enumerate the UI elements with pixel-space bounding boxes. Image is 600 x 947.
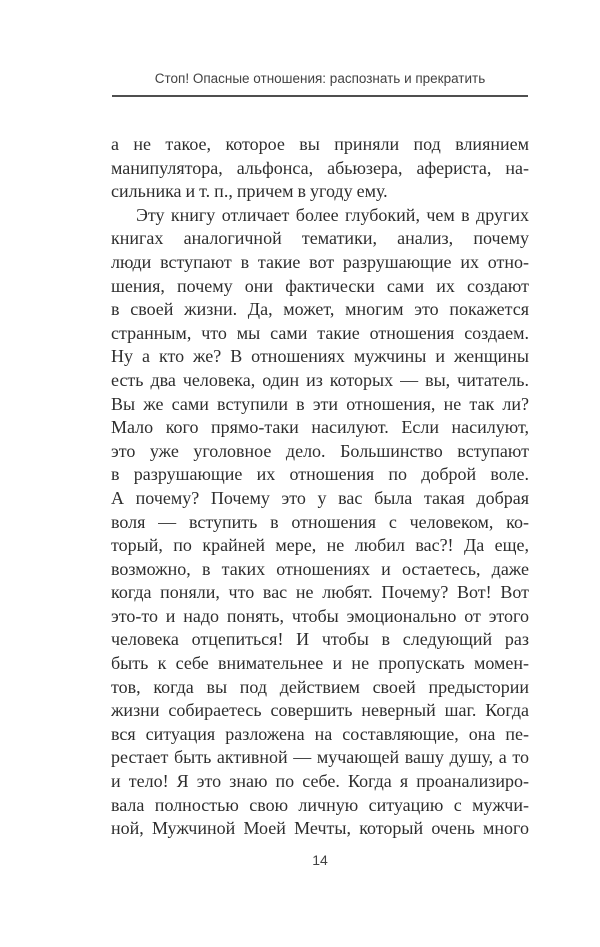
- text-line: ной, Мужчиной Моей Мечты, который очень много: [111, 818, 529, 839]
- page-body-text: [111, 133, 529, 841]
- text-line: в своей жизни. Да, может, многим это покажется: [111, 299, 529, 320]
- paragraph: [111, 133, 529, 204]
- text-line: Мало кого прямо-таки насилуют. Если насилуют,: [111, 417, 529, 438]
- text-line: А почему? Почему это у вас была такая добрая: [111, 487, 529, 508]
- text-line: Эту книгу отличает более глубокий, чем в других: [136, 204, 529, 225]
- text-line: странным, что мы сами такие отношения создаем.: [111, 322, 529, 343]
- text-line: когда поняли, что вас не любят. Почему? Вот! Вот: [111, 582, 529, 603]
- running-header: Стоп! Опасные отношения: распознать и прекратить: [154, 71, 486, 86]
- text-line: манипулятора, альфонса, абьюзера, афериста, на-: [111, 157, 529, 178]
- text-line: шения, почему они фактически сами их создают: [111, 275, 529, 296]
- text-line: возможно, в таких отношениях и остаетесь, даже: [111, 558, 529, 579]
- text-line: это-то и надо понять, чтобы эмоционально от этого: [111, 605, 529, 626]
- paragraph: [111, 204, 529, 841]
- text-line: воля — вступить в отношения с человеком, ко-: [111, 511, 529, 532]
- text-line: рестает быть активной — мучающей вашу душу, а то: [111, 747, 529, 768]
- text-line: это уже уголовное дело. Большинство вступают: [111, 440, 529, 461]
- page-number: 14: [312, 852, 328, 868]
- text-line: Ну а кто же? В отношениях мужчины и женщины: [111, 346, 529, 367]
- text-line: в разрушающие их отношения по доброй воле.: [111, 464, 529, 485]
- text-line: и тело! Я это знаю по себе. Когда я проанализиро-: [111, 771, 529, 792]
- text-line: жизни собираетесь совершить неверный шаг. Когда: [111, 700, 529, 721]
- text-line: быть к себе внимательнее и не пропускать момен-: [111, 653, 529, 674]
- text-line: сильника и т. п., причем в угоду ему.: [111, 181, 388, 202]
- text-line: а не такое, которое вы приняли под влиянием: [111, 134, 529, 154]
- header-rule: [112, 95, 528, 97]
- text-line: Вы же сами вступили в эти отношения, не так ли?: [111, 393, 529, 414]
- text-line: торый, по крайней мере, не любил вас?! Да еще,: [111, 535, 529, 556]
- text-line: люди вступают в такие вот разрушающие их отно-: [111, 251, 529, 272]
- text-line: тов, когда вы под действием своей предыстории: [111, 676, 529, 697]
- text-line: человека отцепиться! И чтобы в следующий раз: [111, 629, 529, 650]
- text-line: вся ситуация разложена на составляющие, она пе-: [111, 723, 529, 744]
- text-line: вала полностью свою личную ситуацию с мужчи-: [111, 794, 529, 815]
- text-line: есть два человека, один из которых — вы, читатель.: [111, 369, 529, 390]
- text-line: книгах аналогичной тематики, анализ, почему: [111, 228, 529, 249]
